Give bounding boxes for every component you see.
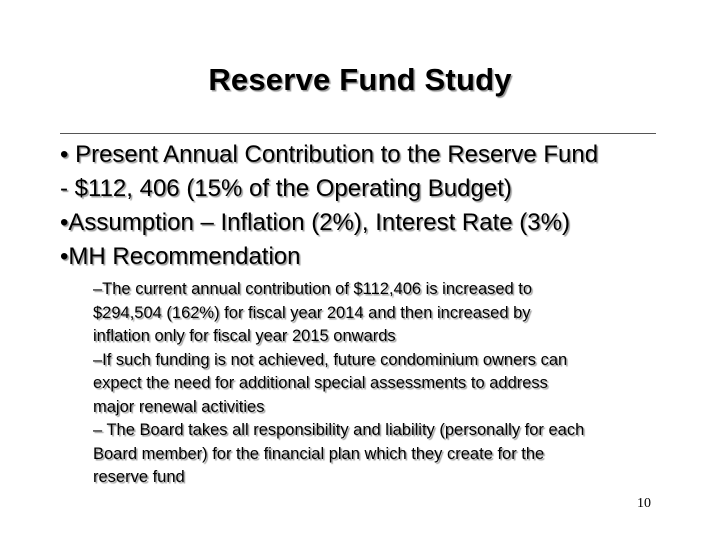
main-bullets	[60, 138, 710, 274]
recommendation-sub-bullets	[93, 278, 703, 490]
bullet-contribution-amount: - $112, 406 (15% of the Operating Budget)	[60, 175, 512, 202]
sub-line: $294,504 (162%) for fiscal year 2014 and then increased by	[93, 303, 531, 322]
sub-line: Board member) for the financial plan which they create for the	[93, 444, 545, 463]
sub-line: inflation only for fiscal year 2015 onwards	[93, 327, 396, 345]
sub-line: major renewal activities	[93, 397, 265, 416]
bullet-present-contribution: • Present Annual Contribution to the Reserve Fund	[60, 141, 599, 168]
slide-title: Reserve Fund Study	[208, 62, 512, 97]
page-number: 10	[637, 496, 651, 511]
sub-line: –The current annual contribution of $112,406 is increased to	[93, 280, 533, 298]
sub-line: –If such funding is not achieved, future condominium owners can	[93, 350, 568, 369]
bullet-mh-recommendation: •MH Recommendation	[60, 243, 301, 270]
sub-line: reserve fund	[93, 468, 185, 486]
sub-line: – The Board takes all responsibility and liability (personally for each	[93, 421, 585, 439]
sub-line: expect the need for additional special assessments to address	[93, 374, 548, 392]
title-divider	[60, 133, 656, 134]
bullet-assumption: •Assumption – Inflation (2%), Interest Rate (3%)	[60, 209, 570, 236]
